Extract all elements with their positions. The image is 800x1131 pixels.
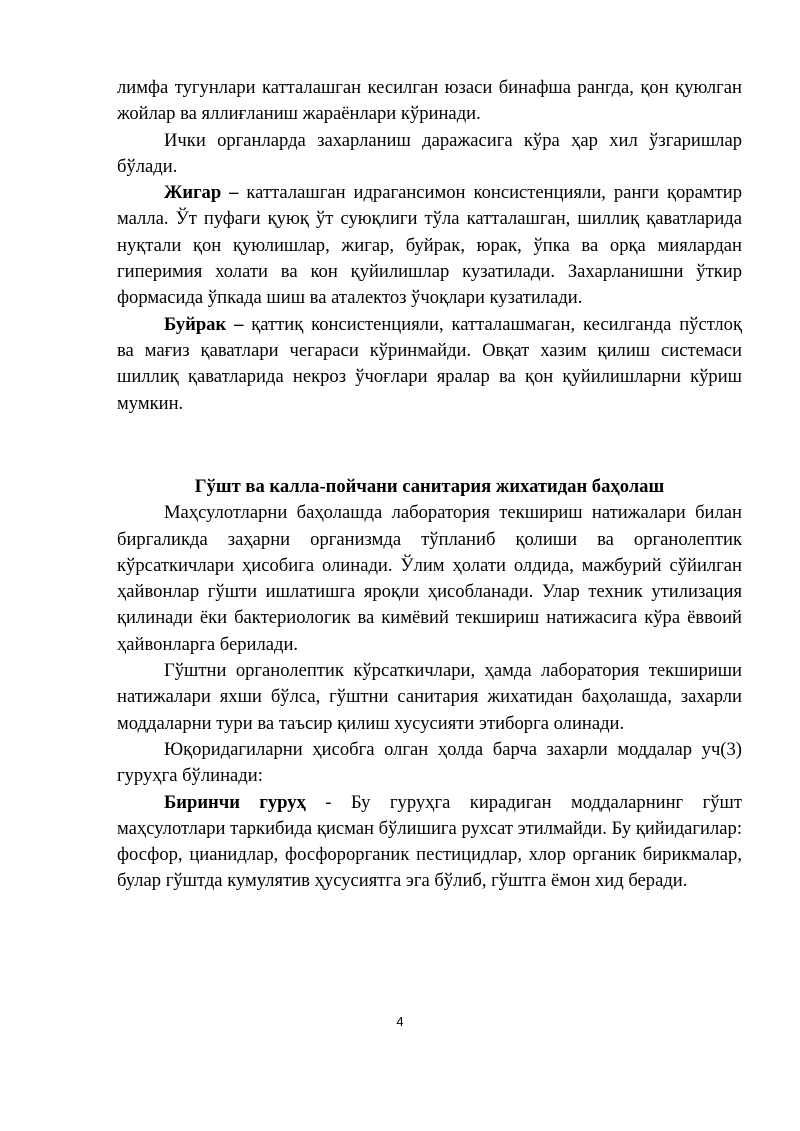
section-sanitary-evaluation [117,474,742,895]
paragraph-kidney [117,312,742,417]
term-liver: Жигар – [164,182,239,204]
term-first-group: Биринчи гуруҳ [164,791,306,813]
paragraph-product-evaluation: Маҳсулотларни баҳолашда лаборатория текшириш натижалари билан биргаликда заҳарни организмда тўпланиб қолиши ва органолептик кўрсаткичлари ҳисобига олинади. Ўлим ҳолати олдида, мажбурий сўйилган ҳайвонлар гўшти ишлатишга яроқли ҳисобланади. Улар техник утилизация қилинади ёки бактериологик ва кимёвий текшириш натижасига кўра ёввоий ҳайвонларга берилади. [117,502,742,655]
paragraph-first-group-text: - Бу гуруҳга кирадиган моддаларнинг гўшт маҳсулотлари таркибида қисман бўлишига рухсат этилмайди. Бу қийидагилар: фосфор, цианидлар, фосфорорганик пестицидлар, хлор органик бирикмалар, булар гўштда кумулятив ҳусусиятга эга бўлиб, гўштга ёмон хид беради. [117,791,742,892]
document-body [117,75,742,417]
page-number: 4 [396,1014,404,1029]
term-kidney: Буйрак – [164,313,244,335]
section-heading: Гўшт ва калла-пойчани санитария жихатидан баҳолаш [194,476,665,497]
paragraph-meat-indicators: Гўштни органолептик кўрсаткичлари, ҳамда лаборатория текшириши натижалари яхши бўлса, гўштни санитария жихатидан баҳолашда, захарли моддаларни тури ва таъсир қилиш хусусияти этиборга олинади. [117,660,742,734]
paragraph-kidney-text: қаттиқ консистенцияли, катталашмаган, кесилганда пўстлоқ ва мағиз қаватлари чегараси кўринмайди. Овқат хазим қилиш системаси шиллиқ қаватларида некроз ўчоғлари яралар ва қон қуйилишларни кўриш мумкин. [117,313,742,414]
paragraph-liver [117,180,742,311]
paragraph-lymph-nodes: лимфа тугунлари катталашган кесилган юзаси бинафша рангда, қон қуюлган жойлар ва яллиғланиш жараёнлари кўринади. [117,77,742,125]
paragraph-liver-text: катталашган идрагансимон консистенцияли, ранги қорамтир малла. Ўт пуфаги қуюқ ўт суюқлиги тўла катталашган, шиллиқ қаватларида нуқтали қон қуюлишлар, жигар, буйрак, юрак, ўпка ва орқа миялардан гиперимия холати ва кон қуйилишлар кузатилади. Захарланишни ўткир формасида ўпкада шиш ва аталектоз ўчоқлари кузатилади. [117,182,742,309]
paragraph-groups-intro: Юқоридагиларни ҳисобга олган ҳолда барча захарли моддалар уч(3) гуруҳга бўлинади: [117,738,742,787]
paragraph-internal-organs: Ички органларда захарланиш даражасига кўра ҳар хил ўзгаришлар бўлади. [117,129,742,177]
paragraph-first-group [117,790,742,895]
